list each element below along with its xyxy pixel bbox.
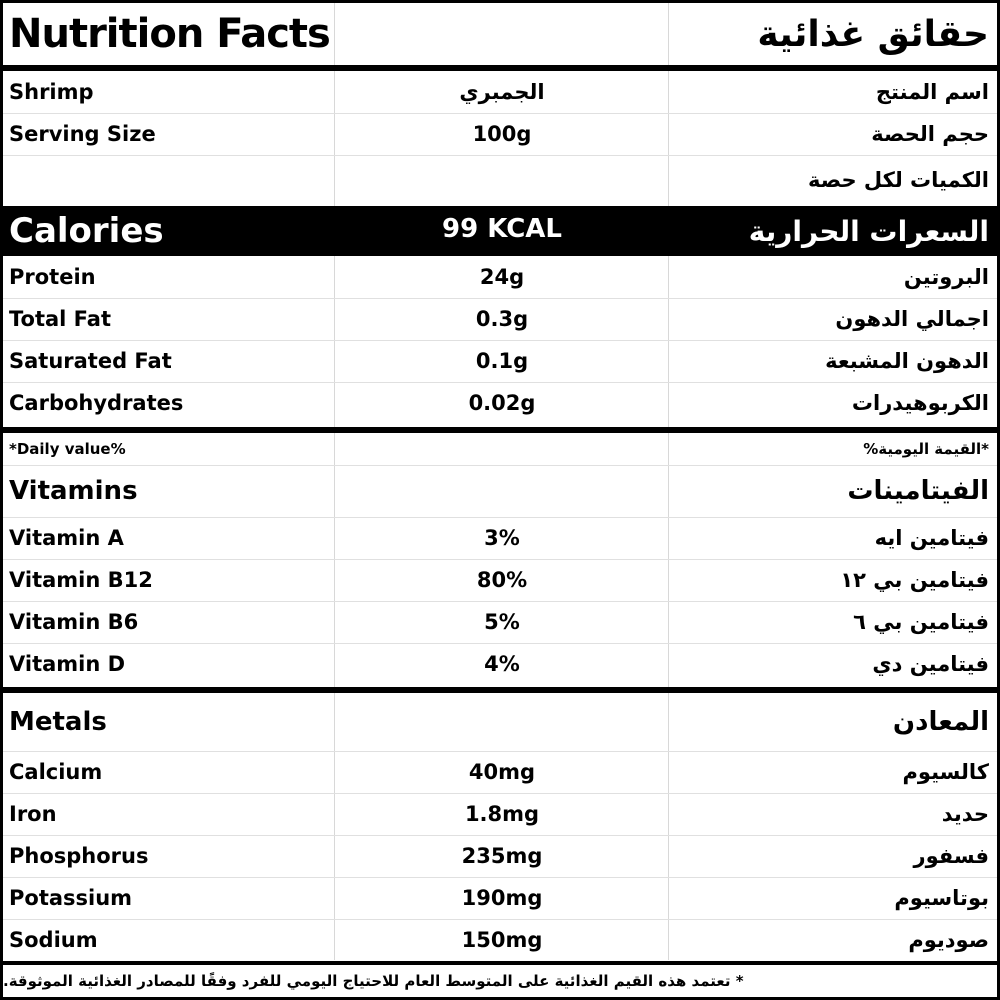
calories-value: 99 KCAL — [442, 214, 562, 244]
per-serving-row — [3, 155, 997, 205]
vitamins-title-en: Vitamins — [9, 476, 138, 506]
product-name-value: الجمبري — [459, 80, 545, 104]
footnote: * تعتمد هذه القيم الغذائية على المتوسط العام للاحتياج اليومي للفرد وفقًا للمصادر الغذائية الموثوقة. — [3, 972, 744, 990]
metal-row: Potassium 190mg بوتاسيوم — [9, 886, 989, 910]
calories-bar — [3, 206, 997, 256]
title-arabic: حقائق غذائية — [757, 13, 989, 55]
vitamin-row: Vitamin A 3% فيتامين ايه — [9, 526, 989, 550]
vitamins-title-ar: الفيتامينات — [847, 476, 989, 506]
product-name-label-en: Shrimp — [9, 80, 94, 104]
macro-row: Carbohydrates 0.02g الكربوهيدرات — [9, 391, 989, 415]
serving-size-value: 100g — [472, 122, 532, 146]
metal-row: Phosphorus 235mg فسفور — [9, 844, 989, 868]
calories-label-ar: السعرات الحرارية — [748, 214, 989, 248]
macro-row: Protein 24g البروتين — [9, 265, 989, 289]
daily-value-en: *Daily value% — [9, 440, 126, 458]
product-name-row — [3, 71, 997, 113]
macro-row: Total Fat 0.3g اجمالي الدهون — [9, 307, 989, 331]
vitamins-heading-row — [3, 465, 997, 517]
daily-value-ar: *القيمة اليومية% — [863, 440, 989, 458]
title-row — [3, 3, 997, 65]
serving-size-row — [3, 113, 997, 155]
metal-row: Sodium 150mg صوديوم — [9, 928, 989, 952]
vitamin-row: Vitamin D 4% فيتامين دي — [9, 652, 989, 676]
daily-value-row — [3, 433, 997, 465]
per-serving-label-ar: الكميات لكل حصة — [808, 168, 989, 192]
calories-label-en: Calories — [9, 211, 164, 251]
metals-title-en: Metals — [9, 707, 107, 737]
title-english: Nutrition Facts — [9, 11, 330, 57]
metals-heading-row — [3, 693, 997, 751]
metals-title-ar: المعادن — [892, 707, 989, 737]
metal-row: Iron 1.8mg حديد — [9, 802, 989, 826]
serving-size-label-ar: حجم الحصة — [871, 122, 989, 146]
vitamin-row: Vitamin B6 5% فيتامين بي ٦ — [9, 610, 989, 634]
macro-row: Saturated Fat 0.1g الدهون المشبعة — [9, 349, 989, 373]
vitamin-row: Vitamin B12 80% فيتامين بي ١٢ — [9, 568, 989, 592]
serving-size-label-en: Serving Size — [9, 122, 156, 146]
metal-row: Calcium 40mg كالسيوم — [9, 760, 989, 784]
product-name-label-ar: اسم المنتج — [875, 80, 989, 104]
